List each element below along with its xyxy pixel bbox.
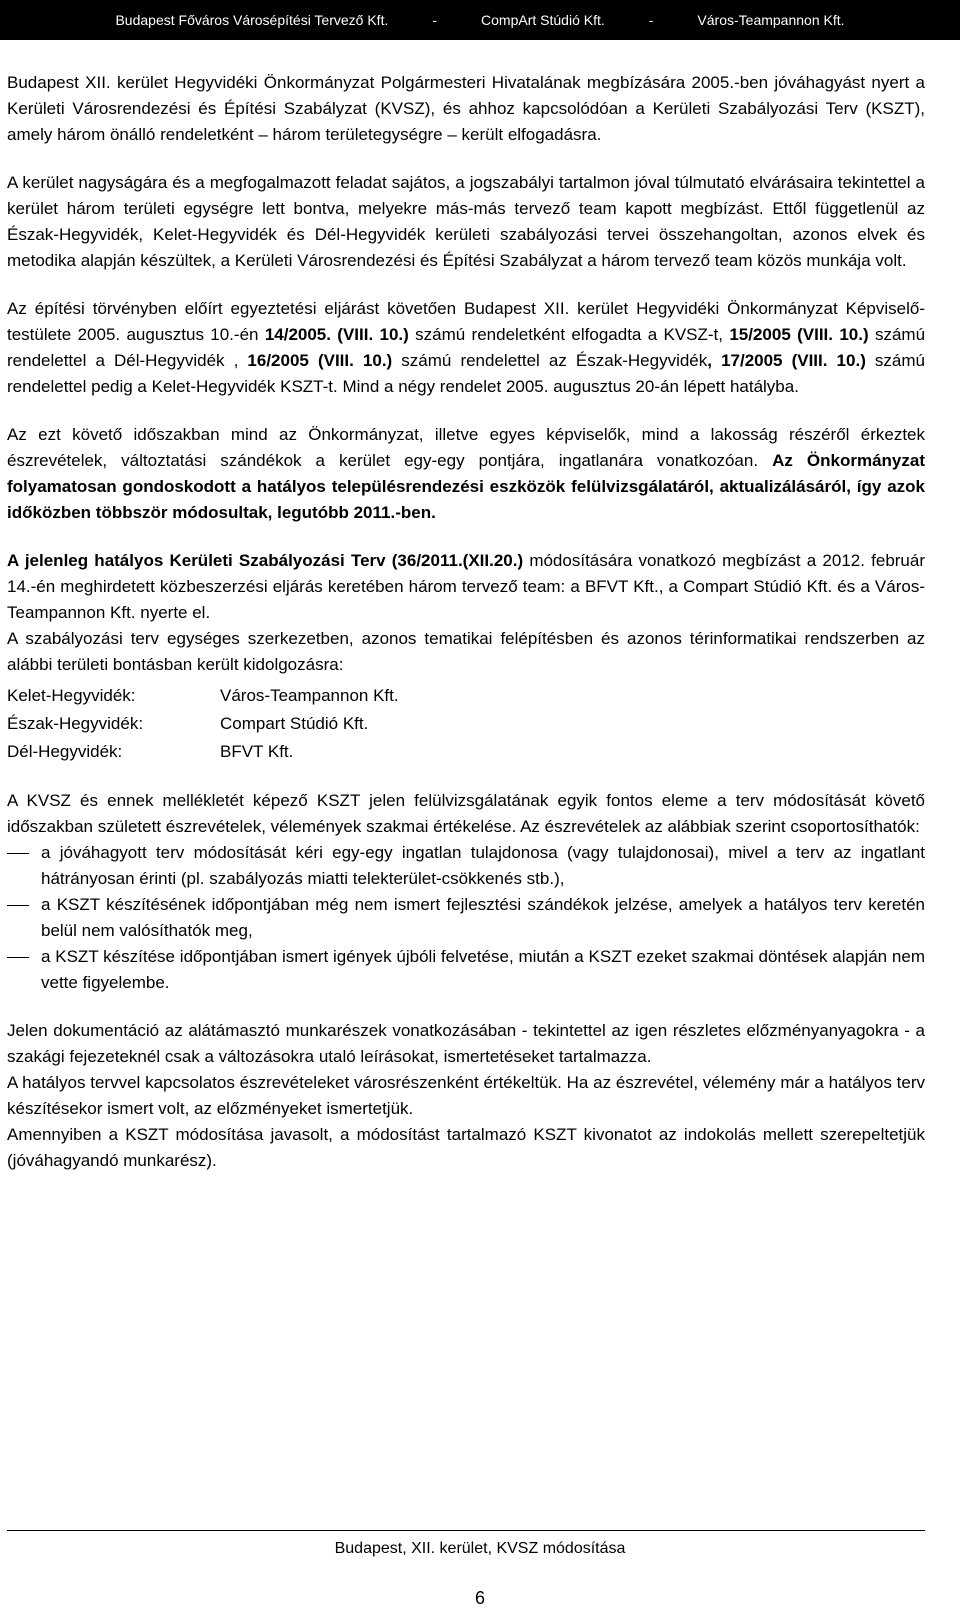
area-name: Kelet-Hegyvidék:	[7, 686, 136, 705]
header-separator: -	[648, 12, 654, 28]
paragraph-extract: Amennyiben a KSZT módosítása javasolt, a módosítást tartalmazó KSZT kivonatot az indokolás mellett szerepeltetjük (jóváhagyandó munkarész).	[7, 1125, 925, 1170]
header-firm-2: CompArt Stúdió Kft.	[481, 12, 605, 28]
list-item: a KSZT készítése időpontjában ismert igények újbóli felvetése, miután a KSZT ezeket szakmai döntések alapján nem vette figyelembe.	[7, 944, 925, 996]
paragraph-documentation: Jelen dokumentáció az alátámasztó munkarészek vonatkozásában - tekintettel az igen részletes előzményanyagokra - a szakági fejezeteknél csak a változásokra utaló leírásokat, ismertetéseket tartalmazza.	[7, 1021, 925, 1066]
text-run: módosítására vonatkozó megbízást a 2012. február 14.-én meghirdetett közbeszerzési eljárás keretében három tervező team: a BFVT Kft., a Compart Stúdió Kft. és a Város-Teampannon Kft. nyerte el.	[7, 551, 925, 622]
paragraph-structure: A szabályozási terv egységes szerkezetben, azonos tematikai felépítésben és azonos térinformatikai rendszerben az alábbi területi bontásban került kidolgozásra:	[7, 629, 925, 674]
paragraph-ordinances	[7, 296, 925, 400]
paragraph-intro: Budapest XII. kerület Hegyvidéki Önkormányzat Polgármesteri Hivatalának megbízására 2005.-ben jóváhagyást nyert a Kerületi Városrendezési és Építési Szabályzat (KVSZ), és ahhoz kapcsolódóan a Kerületi Szabályozási Terv (KSZT), amely három önálló rendeletként – három területegységre – került elfogadásra.	[7, 73, 925, 144]
area-firm: Város-Teampannon Kft.	[220, 686, 399, 705]
paragraph-division: A kerület nagyságára és a megfogalmazott feladat sajátos, a jogszabályi tartalmon jóval túlmutató elvárásaira tekintettel a kerület három területi egységre lett bontva, melyekre más-más tervező team kapott megbízást. Ettől függetlenül az Észak-Hegyvidék, Kelet-Hegyvidék és Dél-Hegyvidék kerületi szabályozási tervei összehangoltan, azonos elvek és metodika alapján készültek, a Kerületi Városrendezési és Építési Szabályzat a három tervező team közös munkája volt.	[7, 173, 925, 270]
paragraph-revisions	[7, 422, 925, 526]
bold-text-run: , 17/2005 (VIII. 10.)	[707, 351, 866, 370]
area-name: Dél-Hegyvidék:	[7, 742, 123, 761]
page-number: 6	[474, 1588, 485, 1608]
page-header	[0, 0, 960, 40]
text-run: Az építési törvényben előírt egyeztetési eljárást követően Budapest XII. kerület Hegyvidéki Önkormányzat Képviselő-testülete 2005. augusztus 10.-én	[7, 299, 925, 344]
footer-title: Budapest, XII. kerület, KVSZ módosítása	[334, 1540, 626, 1557]
header-separator: -	[432, 12, 438, 28]
text-run: Az ezt követő időszakban mind az Önkormányzat, illetve egyes képviselők, mind a lakosság részéről érkeztek észrevételek, változtatási szándékok a kerület egy-egy pontjára, ingatlanára vonatkozóan.	[7, 425, 925, 470]
area-assignment-table	[7, 682, 925, 766]
text-run: számú rendelettel pedig a Kelet-Hegyvidék KSZT-t. Mind a négy rendelet 2005. augusztus 20-án lépett hatályba.	[7, 351, 926, 396]
header-firm-3: Város-Teampannon Kft.	[697, 12, 845, 28]
header-firm-1: Budapest Főváros Városépítési Tervező Kft.	[115, 12, 389, 28]
paragraph-current-plan	[7, 548, 925, 626]
document-body	[7, 70, 925, 1174]
text-run: számú rendelettel az Észak-Hegyvidék	[392, 351, 708, 370]
area-firm: BFVT Kft.	[220, 742, 294, 761]
bold-text-run: 14/2005. (VIII. 10.)	[264, 325, 409, 344]
remark-category-list	[7, 840, 925, 996]
area-name: Észak-Hegyvidék:	[7, 714, 144, 733]
bold-text-run: Az Önkormányzat folyamatosan gondoskodott a hatályos településrendezési eszközök felülvizsgálatáról, aktualizálásáról, így azok időközben többször módosultak, legutóbb 2011.-ben.	[7, 451, 925, 522]
bold-text-run: 16/2005 (VIII. 10.)	[247, 351, 393, 370]
text-run: számú rendeletként elfogadta a KVSZ-t,	[408, 325, 730, 344]
bold-text-run: A jelenleg hatályos Kerületi Szabályozási Terv (36/2011.(XII.20.)	[7, 551, 524, 570]
paragraph-review: A KVSZ és ennek mellékletét képező KSZT jelen felülvizsgálatának egyik fontos eleme a terv módosítását követő időszakban született észrevételek, vélemények szakmai értékelése. Az észrevételek az alábbiak szerint csoportosíthatók:	[7, 791, 925, 836]
list-item: a jóváhagyott terv módosítását kéri egy-egy ingatlan tulajdonosa (vagy tulajdonosai), mivel a terv az ingatlant hátrányosan érinti (pl. szabályozás miatti telekterület-csökkenés stb.),	[7, 840, 925, 892]
list-item: a KSZT készítésének időpontjában még nem ismert fejlesztési szándékok jelzése, amelyek a hatályos terv keretén belül nem valósíthatók meg,	[7, 892, 925, 944]
area-firm: Compart Stúdió Kft.	[220, 714, 369, 733]
bold-text-run: 15/2005 (VIII. 10.)	[729, 325, 869, 344]
paragraph-evaluation: A hatályos tervvel kapcsolatos észrevételeket városrészenként értékeltük. Ha az észrevétel, vélemény már a hatályos terv készítésekor ismert volt, az előzményeket ismertetjük.	[7, 1073, 925, 1118]
footer-divider	[7, 1530, 925, 1531]
text-run: számú rendelettel a Dél-Hegyvidék ,	[7, 325, 926, 370]
